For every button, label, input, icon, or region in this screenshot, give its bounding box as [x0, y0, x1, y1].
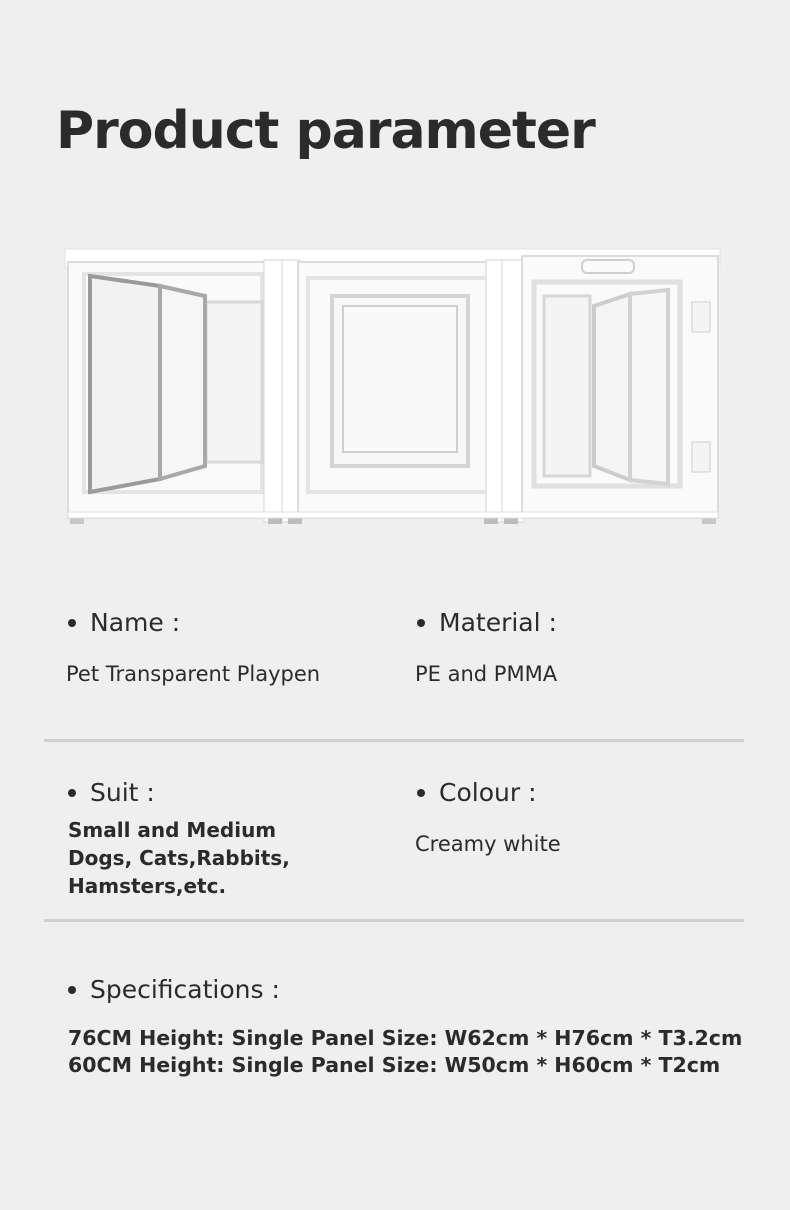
bullet-icon — [417, 619, 425, 627]
bullet-icon — [68, 986, 76, 994]
specifications-param — [66, 973, 742, 1079]
colour-label-row — [415, 776, 561, 810]
name-label: Name : — [90, 608, 181, 637]
suit-line: Hamsters,etc. — [68, 874, 227, 898]
spec-line: 76CM Height: Single Panel Size: W62cm * H76cm * T3.2cm — [68, 1026, 743, 1050]
playpen-product-image — [60, 244, 730, 529]
suit-value — [66, 816, 290, 900]
suit-line: Small and Medium — [68, 818, 277, 842]
name-param — [66, 606, 320, 688]
suit-label: Suit : — [90, 778, 155, 807]
name-label-row — [66, 606, 320, 640]
colour-label: Colour : — [439, 778, 537, 807]
specifications-value — [66, 1025, 742, 1079]
colour-value: Creamy white — [415, 832, 561, 856]
specifications-label: Specifications : — [90, 975, 280, 1004]
bullet-icon — [68, 619, 76, 627]
page-title: Product parameter — [56, 101, 595, 161]
spec-line: 60CM Height: Single Panel Size: W50cm * H60cm * T2cm — [68, 1053, 721, 1077]
material-label: Material : — [439, 608, 557, 637]
name-value: Pet Transparent Playpen — [66, 662, 321, 686]
colour-param — [415, 776, 561, 858]
divider — [44, 919, 744, 922]
bullet-icon — [68, 789, 76, 797]
suit-param — [66, 776, 290, 900]
material-value: PE and PMMA — [415, 662, 558, 686]
suit-line: Dogs, Cats,Rabbits, — [68, 846, 290, 870]
material-label-row — [415, 606, 557, 640]
suit-label-row — [66, 776, 290, 810]
specifications-label-row — [66, 973, 742, 1007]
divider — [44, 739, 744, 742]
bullet-icon — [417, 789, 425, 797]
material-param — [415, 606, 557, 688]
